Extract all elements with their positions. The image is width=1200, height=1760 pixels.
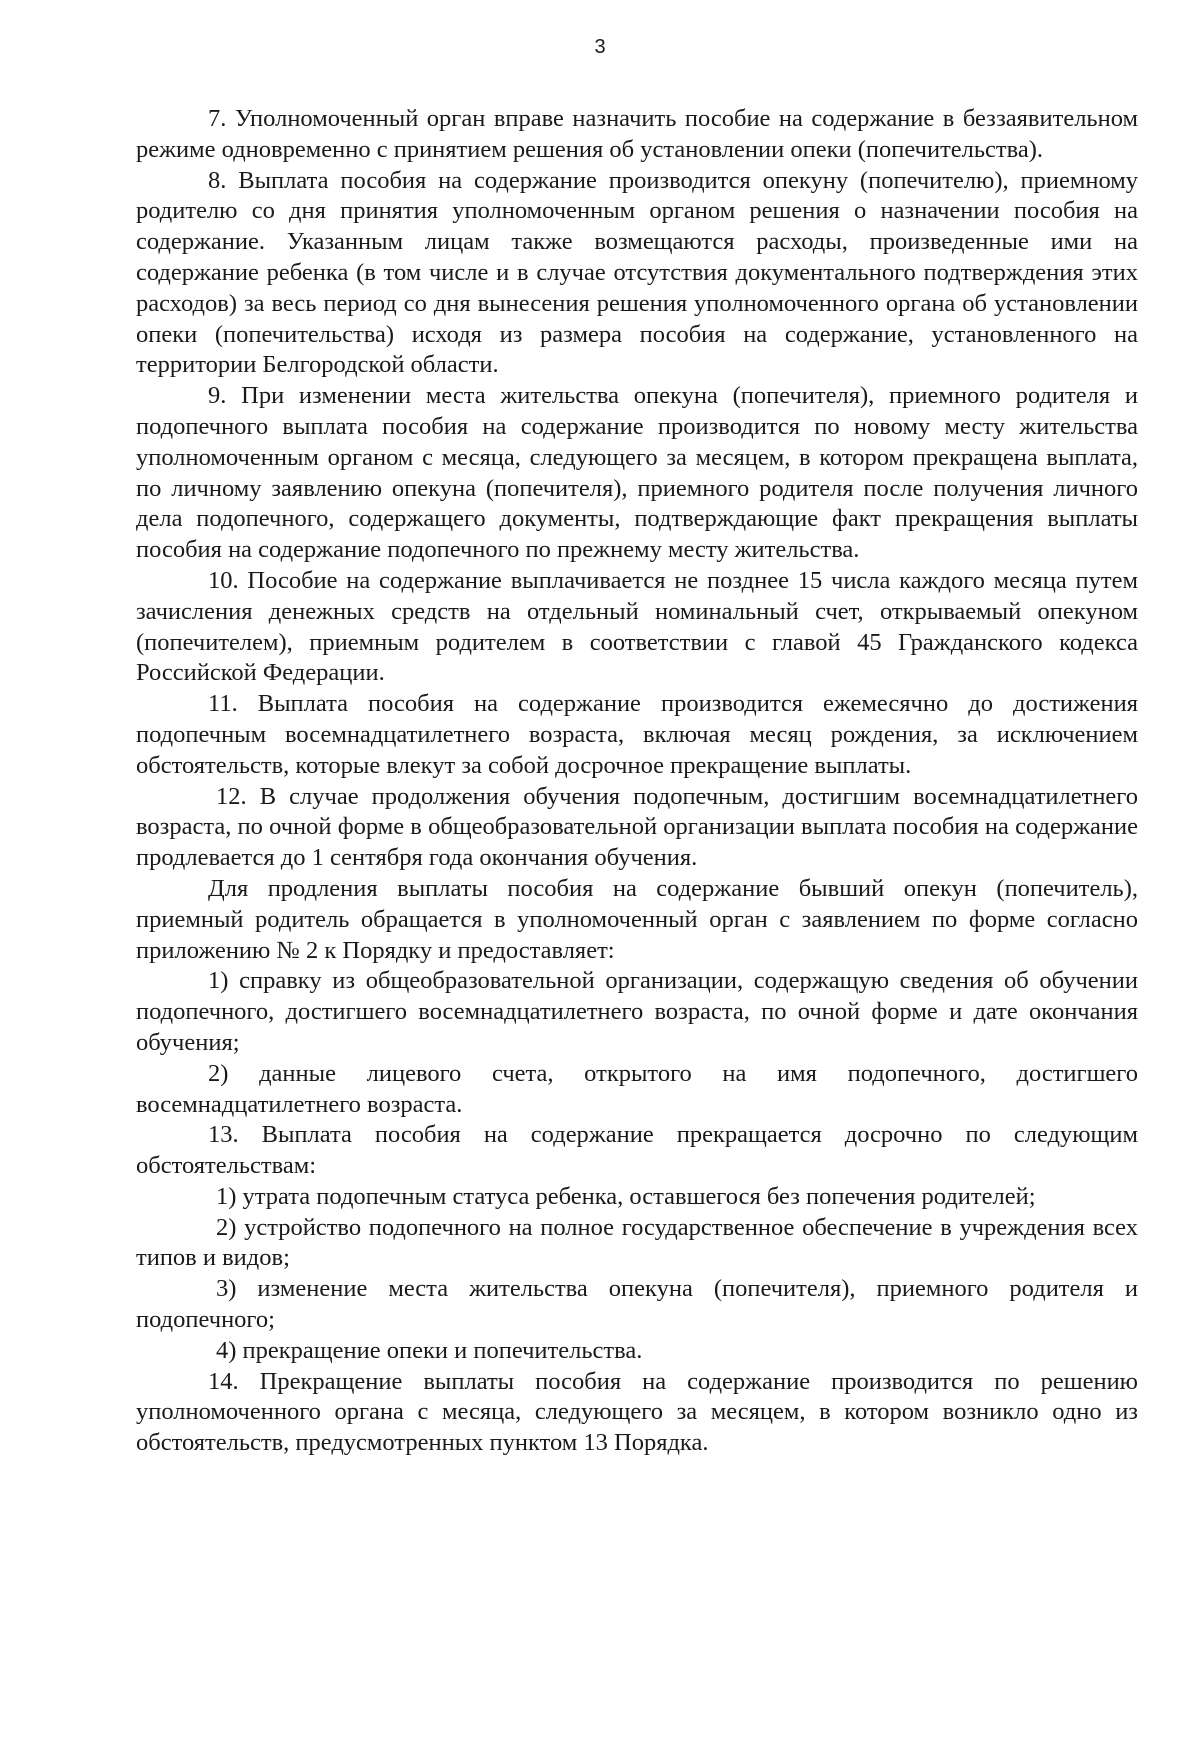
list-item-certificate: 1) справку из общеобразовательной организации, содержащую сведения об обучении подопечного, достигшего восемнадцатилетнего возраста, по очной форме и дате окончания обучения;: [136, 967, 1138, 1056]
list-item-residence-change: 3) изменение места жительства опекуна (попечителя), приемного родителя и подопечного;: [136, 1275, 1138, 1334]
list-item-state-care: 2) устройство подопечного на полное государственное обеспечение в учреждения всех типов и видов;: [136, 1213, 1138, 1272]
paragraph-item-14: 14. Прекращение выплаты пособия на содержание производится по решению уполномоченного органа с месяца, следующего за месяцем, в котором возникло одно из обстоятельств, предусмотренных пунктом 13 Порядка.: [136, 1367, 1138, 1457]
paragraph-item-8: 8. Выплата пособия на содержание производится опекуну (попечителю), приемному родителю со дня принятия уполномоченным органом решения о назначении пособия на содержание. Указанным лицам также возмещаются расходы, произведенные ими на содержание ребенка (в том числе и в случае отсутствия документального подтверждения этих расходов) за весь период со дня вынесения решения уполномоченного органа об установлении опеки (попечительства) исходя из размера пособия на содержание, установленного на территории Белгородской области.: [136, 166, 1138, 379]
paragraph-item-7: 7. Уполномоченный орган вправе назначить пособие на содержание в беззаявительном режиме одновременно с принятием решения об установлении опеки (попечительства).: [136, 105, 1138, 163]
list-item-guardianship-end: 4) прекращение опеки и попечительства.: [216, 1336, 643, 1364]
paragraph-item-12: 12. В случае продолжения обучения подопечным, достигшим восемнадцатилетнего возраста, по очной форме в общеобразовательной организации выплата пособия на содержание продлевается до 1 сентября года окончания обучения.: [136, 782, 1138, 872]
list-item-account-data: 2) данные лицевого счета, открытого на имя подопечного, достигшего восемнадцатилетнего возраста.: [136, 1059, 1138, 1118]
paragraph-item-9: 9. При изменении места жительства опекуна (попечителя), приемного родителя и подопечного выплата пособия на содержание производится по новому месту жительства уполномоченным органом с месяца, следующего за месяцем, в котором прекращена выплата, по личному заявлению опекуна (попечителя), приемного родителя после получения личного дела подопечного, содержащего документы, подтверждающие факт прекращения выплаты пособия на содержание подопечного по прежнему месту жительства.: [136, 382, 1138, 564]
paragraph-item-11: 11. Выплата пособия на содержание производится ежемесячно до достижения подопечным восемнадцатилетнего возраста, включая месяц рождения, за исключением обстоятельств, которые влекут за собой досрочное прекращение выплаты.: [136, 690, 1138, 779]
document-body: [136, 104, 1138, 1459]
paragraph-extension-procedure: Для продления выплаты пособия на содержание бывший опекун (попечитель), приемный родитель обращается в уполномоченный орган с заявлением по форме согласно приложению № 2 к Порядку и предоставляет:: [136, 874, 1138, 964]
paragraph-item-13: 13. Выплата пособия на содержание прекращается досрочно по следующим обстоятельствам:: [136, 1121, 1138, 1180]
page-number: 3: [594, 36, 606, 58]
paragraph-item-10: 10. Пособие на содержание выплачивается не позднее 15 числа каждого месяца путем зачисления денежных средств на отдельный номинальный счет, открываемый опекуном (попечителем), приемным родителем в соответствии с главой 45 Гражданского кодекса Российской Федерации.: [136, 566, 1138, 687]
list-item-status-loss: 1) утрата подопечным статуса ребенка, оставшегося без попечения родителей;: [216, 1182, 1036, 1210]
